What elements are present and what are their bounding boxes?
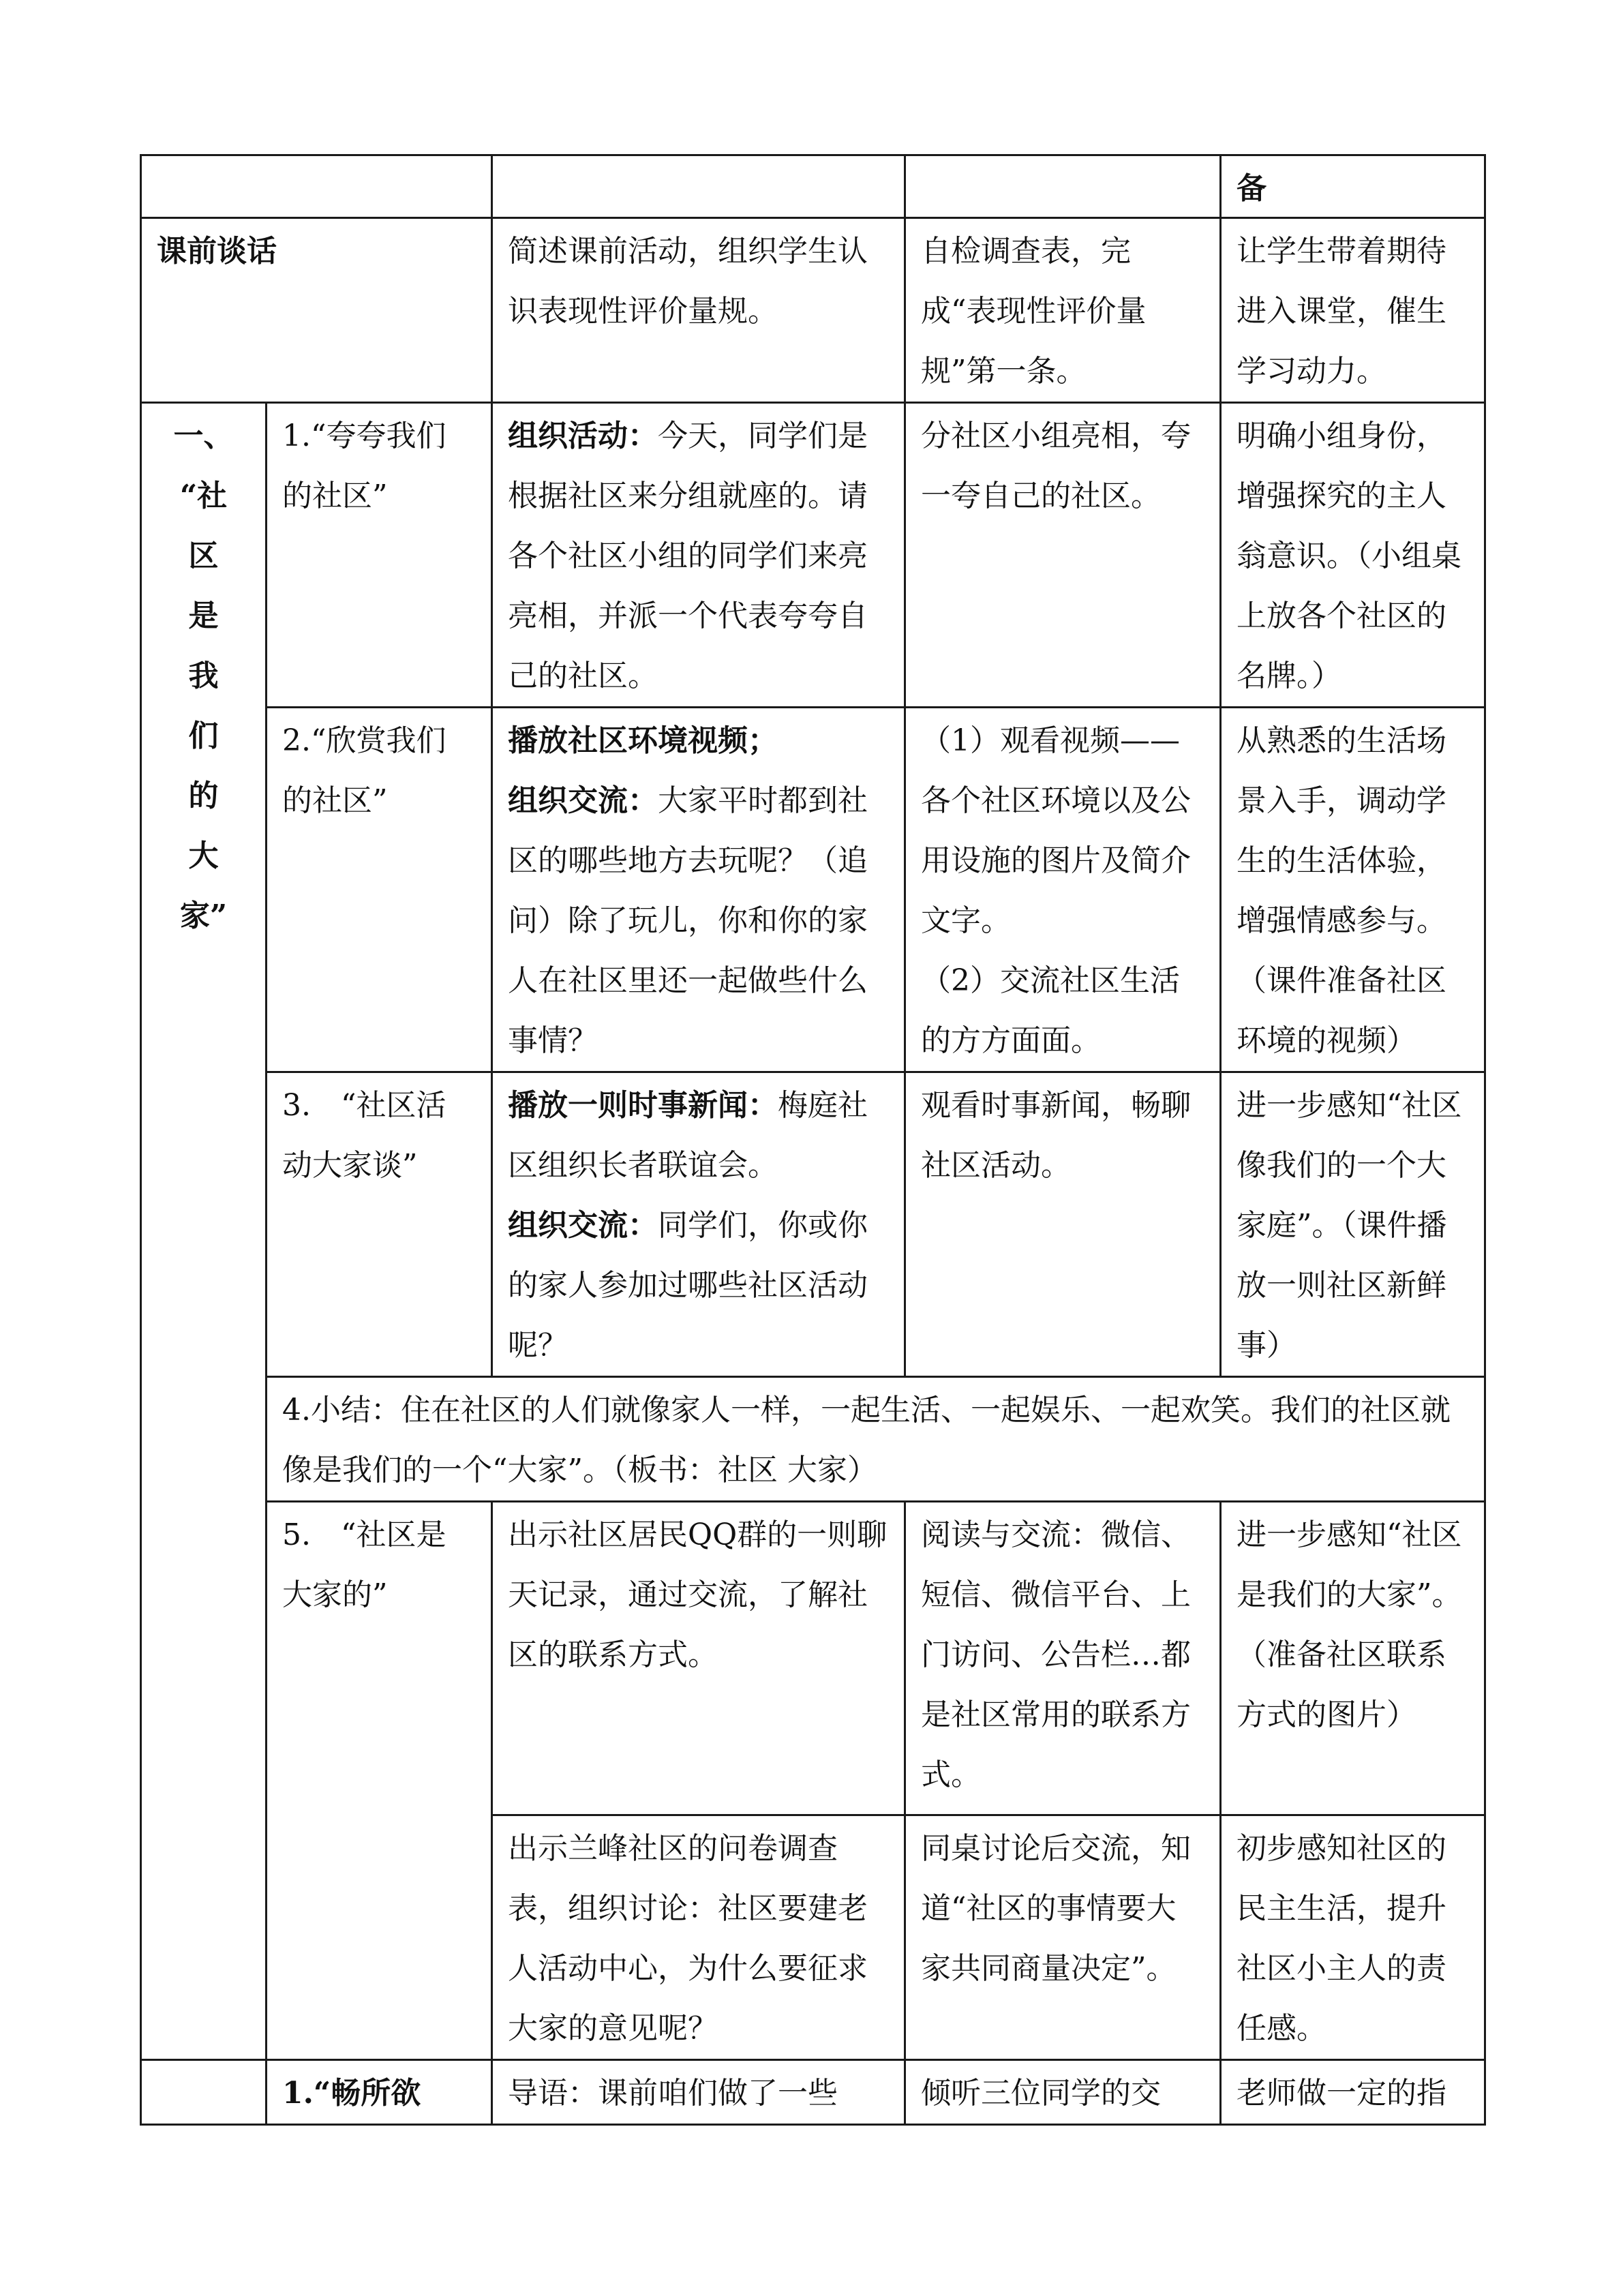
teacher-action-label: 播放社区环境视频； bbox=[508, 723, 778, 758]
section-title bbox=[141, 403, 267, 2060]
intent-cell: 初步感知社区的民主生活，提升社区小主人的责任感。 bbox=[1221, 1815, 1485, 2060]
section-title-line: 一、 bbox=[173, 419, 234, 453]
pre-class-intent: 让学生带着期待进入课堂，催生学习动力。 bbox=[1221, 218, 1485, 403]
teacher-cell: 出示兰峰社区的问卷调查表，组织讨论：社区要建老人活动中心，为什么要征求大家的意见呢？ bbox=[492, 1815, 905, 2060]
student-cell: 分社区小组亮相，夸一夸自己的社区。 bbox=[905, 403, 1221, 708]
teacher-cell bbox=[492, 403, 905, 708]
lesson-plan-table bbox=[140, 154, 1486, 2126]
student-action-text: （2）交流社区生活的方方面面。 bbox=[921, 963, 1180, 1058]
intent-text: 进一步感知“社区是我们的大家”。 bbox=[1237, 1517, 1462, 1612]
section-title-line: 大 bbox=[188, 839, 219, 873]
section-title bbox=[141, 2060, 267, 2125]
table-row bbox=[141, 155, 1485, 218]
student-cell: 阅读与交流：微信、短信、微信平台、上门访问、公告栏…都是社区常用的联系方式。 bbox=[905, 1502, 1221, 1815]
teacher-cell bbox=[492, 1072, 905, 1377]
teacher-action-text: 今天，同学们是根据社区来分组就座的。请各个社区小组的同学们来亮亮相，并派一个代表夸夸自己的社区。 bbox=[508, 419, 868, 693]
student-cell: 同桌讨论后交流，知道“社区的事情要大家共同商量决定”。 bbox=[905, 1815, 1221, 2060]
table-row bbox=[141, 1072, 1485, 1377]
student-cell: 倾听三位同学的交 bbox=[905, 2060, 1221, 2125]
intent-cell: 老师做一定的指 bbox=[1221, 2060, 1485, 2125]
table-row bbox=[141, 2060, 1485, 2125]
intent-cell: 进一步感知“社区像我们的一个大家庭”。（课件播放一则社区新鲜事） bbox=[1221, 1072, 1485, 1377]
header-cell-teacher bbox=[492, 155, 905, 218]
teacher-cell: 导语：课前咱们做了一些 bbox=[492, 2060, 905, 2125]
pre-class-teacher: 简述课前活动，组织学生认识表现性评价量规。 bbox=[492, 218, 905, 403]
header-cell-intent: 备 bbox=[1221, 155, 1485, 218]
teacher-action-text: 梅庭社区组织长者联谊会。 bbox=[508, 1088, 868, 1183]
intent-cell bbox=[1221, 1502, 1485, 1815]
intent-text: （准备社区联系方式的图片） bbox=[1237, 1637, 1446, 1732]
table-row bbox=[141, 708, 1485, 1072]
teacher-cell bbox=[492, 708, 905, 1072]
section-title-line: 们 bbox=[188, 719, 219, 753]
teacher-action-text: 大家平时都到社区的哪些地方去玩呢？（追问）除了玩儿，你和你的家人在社区里还一起做些什么事情？ bbox=[508, 783, 868, 1058]
teacher-action-label: 组织交流： bbox=[508, 1208, 658, 1243]
activity-cell: 5. “社区是大家的” bbox=[267, 1502, 492, 2060]
teacher-action-text: 同学们，你或你的家人参加过哪些社区活动呢？ bbox=[508, 1208, 868, 1363]
activity-cell: 1.“畅所欲 bbox=[267, 2060, 492, 2125]
teacher-action-label: 组织交流： bbox=[508, 783, 658, 818]
teacher-action-label: 组织活动： bbox=[508, 419, 658, 453]
table-row bbox=[141, 218, 1485, 403]
activity-cell: 2.“欣赏我们的社区” bbox=[267, 708, 492, 1072]
section-title-line: 的 bbox=[188, 779, 219, 813]
section-title-line: “社 bbox=[179, 479, 228, 513]
table-row bbox=[141, 1377, 1485, 1502]
section-title-line: 家” bbox=[179, 898, 228, 933]
table-row bbox=[141, 403, 1485, 708]
header-cell-student bbox=[905, 155, 1221, 218]
table-row bbox=[141, 1502, 1485, 1815]
pre-class-student: 自检调查表，完成“表现性评价量规”第一条。 bbox=[905, 218, 1221, 403]
pre-class-stage: 课前谈话 bbox=[141, 218, 492, 403]
student-cell bbox=[905, 708, 1221, 1072]
summary-cell: 4.小结：住在社区的人们就像家人一样，一起生活、一起娱乐、一起欢笑。我们的社区就像是我们的一个“大家”。（板书：社区 大家） bbox=[267, 1377, 1485, 1502]
section-title-line: 是 bbox=[188, 599, 219, 633]
intent-cell: 从熟悉的生活场景入手，调动学生的生活体验，增强情感参与。（课件准备社区环境的视频） bbox=[1221, 708, 1485, 1072]
intent-cell: 明确小组身份，增强探究的主人翁意识。（小组桌上放各个社区的名牌。） bbox=[1221, 403, 1485, 708]
teacher-cell: 出示社区居民QQ群的一则聊天记录，通过交流，了解社区的联系方式。 bbox=[492, 1502, 905, 1815]
section-title-line: 区 bbox=[188, 539, 219, 573]
activity-cell: 1.“夸夸我们的社区” bbox=[267, 403, 492, 708]
header-cell-stage bbox=[141, 155, 492, 218]
student-action-text: （1）观看视频——各个社区环境以及公用设施的图片及简介文字。 bbox=[921, 723, 1191, 938]
section-title-line: 我 bbox=[188, 659, 219, 693]
activity-cell: 3. “社区活动大家谈” bbox=[267, 1072, 492, 1377]
student-cell: 观看时事新闻，畅聊社区活动。 bbox=[905, 1072, 1221, 1377]
teacher-action-label: 播放一则时事新闻： bbox=[508, 1088, 778, 1123]
